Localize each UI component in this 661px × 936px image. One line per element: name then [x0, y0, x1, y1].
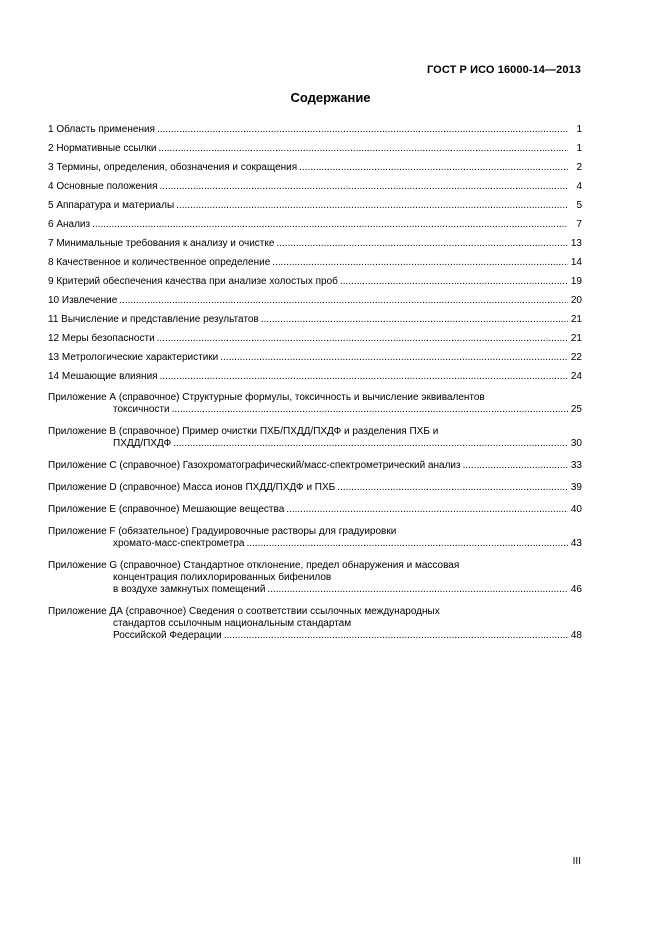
- toc-section-item: [48, 257, 582, 269]
- toc-entry-line: [48, 257, 582, 269]
- toc-leader-dots: [261, 314, 568, 326]
- toc-entry-line: [48, 219, 582, 231]
- toc-leader-dots: [286, 504, 568, 516]
- toc-section-item: [48, 352, 582, 364]
- toc-section-item: [48, 238, 582, 250]
- toc-appendix-heading: Приложение F (обязательное) Градуировочные растворы для градуировки: [48, 526, 397, 537]
- toc-entry-line: [48, 162, 582, 174]
- toc-leader-dots: [224, 630, 568, 642]
- toc-leader-dots: [157, 124, 568, 136]
- toc-entry-page: 14: [570, 257, 582, 268]
- toc-entry-label: 3 Термины, определения, обозначения и сокращения: [48, 162, 298, 173]
- toc-entry-label: 8 Качественное и количественное определение: [48, 257, 271, 268]
- toc-entry-label: 1 Область применения: [48, 124, 155, 135]
- toc-entry-page: 5: [576, 200, 582, 211]
- toc-entry-page: 1: [576, 124, 582, 135]
- toc-entry-label: Российской Федерации: [113, 630, 222, 641]
- toc-section-item: [48, 143, 582, 155]
- toc-leader-dots: [272, 257, 568, 269]
- toc-entry-line: [48, 333, 582, 345]
- toc-leader-dots: [463, 460, 568, 472]
- toc-section-item: [48, 276, 582, 288]
- toc-leader-dots: [276, 238, 568, 250]
- toc-leader-dots: [160, 181, 569, 193]
- toc-leader-dots: [176, 200, 568, 212]
- toc-leader-dots: [246, 538, 568, 550]
- toc-entry-label: токсичности: [113, 404, 170, 415]
- toc-leader-dots: [220, 352, 568, 364]
- toc-section-item: [48, 295, 582, 307]
- toc-entry-page: 20: [570, 295, 582, 306]
- toc-entry-line: [48, 438, 582, 450]
- toc-leader-dots: [160, 371, 568, 383]
- table-of-contents: [48, 124, 582, 652]
- toc-entry-label: Приложение Е (справочное) Мешающие вещества: [48, 504, 285, 515]
- toc-entry-line: [48, 200, 582, 212]
- toc-leader-dots: [173, 438, 568, 450]
- toc-entry-label: Приложение С (справочное) Газохроматографический/масс-спектрометрический анализ: [48, 460, 461, 471]
- toc-leader-dots: [340, 276, 568, 288]
- toc-entry-page: 48: [570, 630, 582, 641]
- toc-appendix-item: [48, 526, 582, 550]
- toc-entry-page: 24: [570, 371, 582, 382]
- toc-entry-line: [48, 482, 582, 494]
- toc-entry-label: Приложение D (справочное) Масса ионов ПХДД/ПХДФ и ПХБ: [48, 482, 336, 493]
- toc-entry-line: [48, 352, 582, 364]
- toc-entry-page: 46: [570, 584, 582, 595]
- toc-entry-label: 6 Анализ: [48, 219, 91, 230]
- toc-entry-label: 11 Вычисление и представление результатов: [48, 314, 259, 325]
- toc-entry-label: 4 Основные положения: [48, 181, 158, 192]
- toc-leader-dots: [158, 143, 568, 155]
- toc-entry-page: 33: [570, 460, 582, 471]
- toc-section-item: [48, 333, 582, 345]
- toc-entry-line: [48, 181, 582, 193]
- toc-appendix-item: [48, 482, 582, 494]
- toc-section-item: [48, 219, 582, 231]
- document-standard-header: ГОСТ Р ИСО 16000-14—2013: [426, 64, 581, 76]
- toc-entry-page: 21: [570, 314, 582, 325]
- toc-entry-page: 13: [570, 238, 582, 249]
- toc-appendix-item: [48, 426, 582, 450]
- toc-appendix-heading: Приложение ДА (справочное) Сведения о соответствии ссылочных международных: [48, 606, 440, 617]
- toc-leader-dots: [119, 295, 568, 307]
- toc-entry-label: 10 Извлечение: [48, 295, 118, 306]
- toc-entry-page: 40: [570, 504, 582, 515]
- toc-section-item: [48, 200, 582, 212]
- toc-section-item: [48, 371, 582, 383]
- toc-appendix-item: [48, 606, 582, 642]
- toc-leader-dots: [299, 162, 568, 174]
- toc-leader-dots: [172, 404, 568, 416]
- toc-entry-page: 43: [570, 538, 582, 549]
- toc-leader-dots: [92, 219, 568, 231]
- toc-entry-line: [48, 504, 582, 516]
- toc-entry-label: 14 Мешающие влияния: [48, 371, 158, 382]
- toc-entry-label: 13 Метрологические характеристики: [48, 352, 219, 363]
- toc-entry-line: [48, 584, 582, 596]
- toc-leader-dots: [157, 333, 568, 345]
- toc-entry-label: в воздухе замкнутых помещений: [113, 584, 266, 595]
- toc-entry-line: [48, 238, 582, 250]
- toc-appendix-item: [48, 504, 582, 516]
- toc-entry-page: 22: [570, 352, 582, 363]
- toc-entry-line: [48, 143, 582, 155]
- toc-entry-line: [48, 276, 582, 288]
- toc-entry-label: 5 Аппаратура и материалы: [48, 200, 175, 211]
- toc-entry-label: ПХДД/ПХДФ: [113, 438, 172, 449]
- toc-entry-line: [48, 630, 582, 642]
- toc-entry-label: 7 Минимальные требования к анализу и очистке: [48, 238, 275, 249]
- toc-entry-page: 39: [570, 482, 582, 493]
- toc-entry-page: 25: [570, 404, 582, 415]
- toc-entry-page: 21: [570, 333, 582, 344]
- toc-appendix-continuation: концентрация полихлорированных бифенилов: [113, 572, 332, 583]
- toc-entry-label: хромато-масс-спектрометра: [113, 538, 245, 549]
- toc-leader-dots: [267, 584, 568, 596]
- toc-section-item: [48, 162, 582, 174]
- toc-appendix-item: [48, 392, 582, 416]
- toc-section-item: [48, 124, 582, 136]
- toc-appendix-heading: Приложение В (справочное) Пример очистки ПХБ/ПХДД/ПХДФ и разделения ПХБ и: [48, 426, 439, 437]
- toc-entry-label: 9 Критерий обеспечения качества при анализе холостых проб: [48, 276, 338, 287]
- toc-section-item: [48, 314, 582, 326]
- toc-entry-page: 1: [576, 143, 582, 154]
- page-number: III: [572, 856, 581, 867]
- toc-appendix-item: [48, 460, 582, 472]
- toc-entry-page: 19: [570, 276, 582, 287]
- toc-entry-page: 7: [576, 219, 582, 230]
- toc-appendix-continuation: стандартов ссылочным национальным стандартам: [113, 618, 352, 629]
- toc-entry-line: [48, 404, 582, 416]
- toc-entry-page: 4: [576, 181, 582, 192]
- toc-entry-page: 2: [576, 162, 582, 173]
- toc-entry-line: [48, 460, 582, 472]
- toc-section-item: [48, 181, 582, 193]
- toc-entry-line: [48, 295, 582, 307]
- toc-appendix-heading: Приложение G (справочное) Стандартное отклонение, предел обнаружения и массовая: [48, 560, 460, 571]
- toc-appendix-item: [48, 560, 582, 596]
- toc-leader-dots: [337, 482, 568, 494]
- toc-entry-label: 12 Меры безопасности: [48, 333, 155, 344]
- page-title: Содержание: [290, 90, 371, 105]
- toc-appendix-heading: Приложение А (справочное) Структурные формулы, токсичность и вычисление эквивалентов: [48, 392, 485, 403]
- toc-entry-line: [48, 538, 582, 550]
- toc-entry-page: 30: [570, 438, 582, 449]
- toc-entry-line: [48, 124, 582, 136]
- toc-entry-label: 2 Нормативные ссылки: [48, 143, 157, 154]
- toc-entry-line: [48, 371, 582, 383]
- toc-entry-line: [48, 314, 582, 326]
